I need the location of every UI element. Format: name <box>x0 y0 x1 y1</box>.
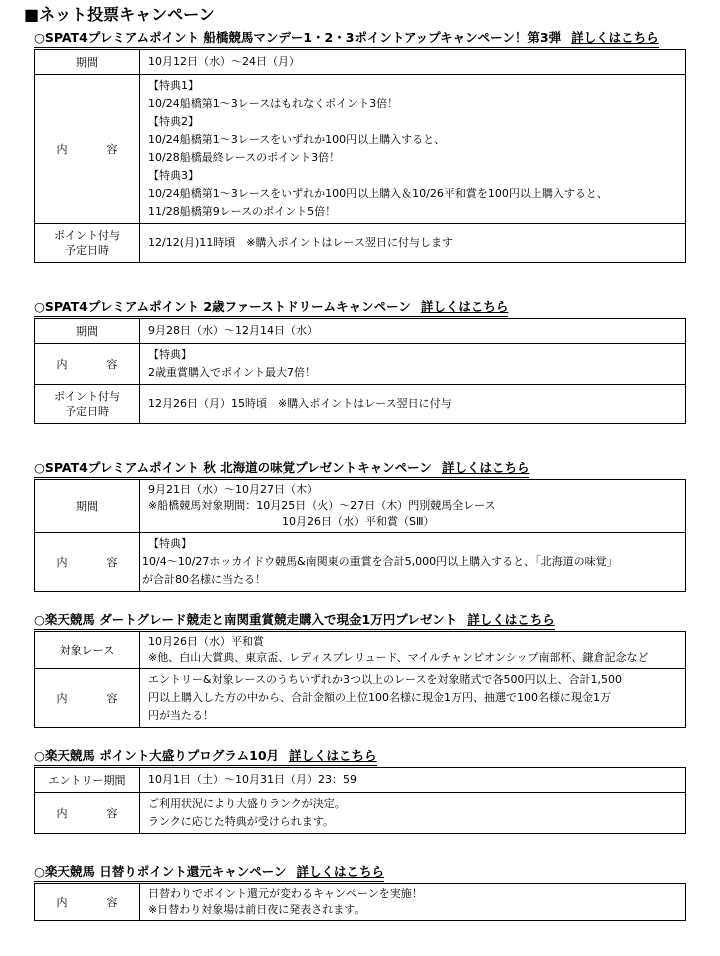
table-row <box>35 319 686 344</box>
row-label: ポイント付与 予定日時 <box>35 385 140 424</box>
campaign-section <box>34 460 686 592</box>
row-label: 内 容 <box>35 669 140 728</box>
table-row <box>35 632 686 669</box>
section-title <box>34 299 508 317</box>
table-row <box>35 50 686 75</box>
campaign-table <box>34 767 686 834</box>
section-title-text: ○楽天競馬 ポイント大盛りプログラム10月 <box>34 748 280 763</box>
row-content: ご利用状況により大盛りランクが決定。 ランクに応じた特典が受けられます。 <box>140 793 686 834</box>
details-link[interactable]: 詳しくはこちら <box>296 864 385 879</box>
table-row <box>35 793 686 834</box>
details-link[interactable]: 詳しくはこちら <box>289 748 377 763</box>
details-link[interactable]: 詳しくはこちら <box>571 30 659 45</box>
row-label: 期間 <box>35 319 140 344</box>
row-content: 9月28日（水）～12月14日（水） <box>140 319 686 344</box>
section-title-text: ○SPAT4プレミアムポイント 2歳ファーストドリームキャンペーン <box>34 299 411 314</box>
details-link[interactable]: 詳しくはこちら <box>467 612 555 627</box>
section-title-text: ○楽天競馬 日替りポイント還元キャンペーン <box>34 864 287 879</box>
row-content: 12/12(月)11時頃 ※購入ポイントはレース翌日に付与します <box>140 224 686 263</box>
table-row <box>35 75 686 224</box>
table-row <box>35 344 686 385</box>
row-content: 【特典】 2歳重賞購入でポイント最大7倍！ <box>140 344 686 385</box>
campaign-section <box>34 612 686 728</box>
row-label: 内 容 <box>35 75 140 224</box>
row-content: 9月21日（水）～10月27日（木） ※船橋競馬対象期間：10月25日（火）～27日（木）門別競馬全レース 10月26日（水）平和賞（SⅢ） <box>140 480 686 533</box>
row-label: 期間 <box>35 480 140 533</box>
table-row <box>35 385 686 424</box>
details-link[interactable]: 詳しくはこちら <box>441 460 530 475</box>
table-row <box>35 669 686 728</box>
section-title <box>34 460 529 478</box>
table-row <box>35 224 686 263</box>
row-label: 内 容 <box>35 793 140 834</box>
row-label: ポイント付与 予定日時 <box>35 224 140 263</box>
row-label: 期間 <box>35 50 140 75</box>
section-title <box>34 864 384 882</box>
section-title <box>34 748 377 766</box>
section-title-text: ○SPAT4プレミアムポイント 秋 北海道の味覚プレゼントキャンペーン <box>34 460 432 475</box>
campaign-table <box>34 631 686 728</box>
campaign-table <box>34 49 686 263</box>
row-content: 10月26日（水）平和賞 ※他、白山大賞典、東京盃、レディスプレリュード、マイルチャンピオンシップ南部杯、鎌倉記念など <box>140 632 686 669</box>
row-label: 内 容 <box>35 884 140 921</box>
campaign-table <box>34 479 686 592</box>
campaign-section <box>34 30 686 263</box>
row-label: 内 容 <box>35 344 140 385</box>
details-link[interactable]: 詳しくはこちら <box>420 299 509 314</box>
row-label: 対象レース <box>35 632 140 669</box>
campaign-section <box>34 299 686 424</box>
section-title-text: ○楽天競馬 ダートグレード競走と南関重賞競走購入で現金1万円プレゼント <box>34 612 458 627</box>
row-content: 【特典1】 10/24船橋第1～3レースはもれなくポイント3倍！ 【特典2】 10/24船橋第1～3レースをいずれか100円以上購入すると、 10/28船橋最終レースのポイント3倍！ 【特典3】 10/24船橋第1～3レースをいずれか100円以上購入＆10/26平和賞を100円以上購入すると、 11/28船橋第9レースのポイント5倍！ <box>140 75 686 224</box>
row-content: 10月1日（土）～10月31日（月）23：59 <box>140 768 686 793</box>
row-content: 12月26日（月）15時頃 ※購入ポイントはレース翌日に付与 <box>140 385 686 424</box>
row-label: 内 容 <box>35 533 140 592</box>
campaign-table <box>34 318 686 424</box>
row-content: 10月12日（水）～24日（月） <box>140 50 686 75</box>
row-content: 【特典】 10/4～10/27ホッカイドウ競馬&南関東の重賞を合計5,000円以上購入すると、「北海道の味覚」 が合計80名様に当たる！ <box>140 533 686 592</box>
table-row <box>35 884 686 921</box>
row-content: エントリー&対象レースのうちいずれか3つ以上のレースを対象賭式で各500円以上、合計1,500 円以上購入した方の中から、合計金額の上位100名様に現金1万円、抽選で100名様に現金1万 円が当たる！ <box>140 669 686 728</box>
row-label: エントリー期間 <box>35 768 140 793</box>
table-row <box>35 533 686 592</box>
campaign-table <box>34 883 686 921</box>
row-content: 日替わりでポイント還元が変わるキャンペーンを実施！ ※日替わり対象場は前日夜に発表されます。 <box>140 884 686 921</box>
table-row <box>35 768 686 793</box>
section-title-text: ○SPAT4プレミアムポイント 船橋競馬マンデー1・2・3ポイントアップキャンペーン！第3弾 <box>34 30 562 45</box>
table-row <box>35 480 686 533</box>
campaign-section <box>34 864 686 921</box>
section-title <box>34 30 659 48</box>
section-title <box>34 612 555 630</box>
campaign-section <box>34 748 686 834</box>
page-heading: ■ネット投票キャンペーン <box>24 5 215 24</box>
